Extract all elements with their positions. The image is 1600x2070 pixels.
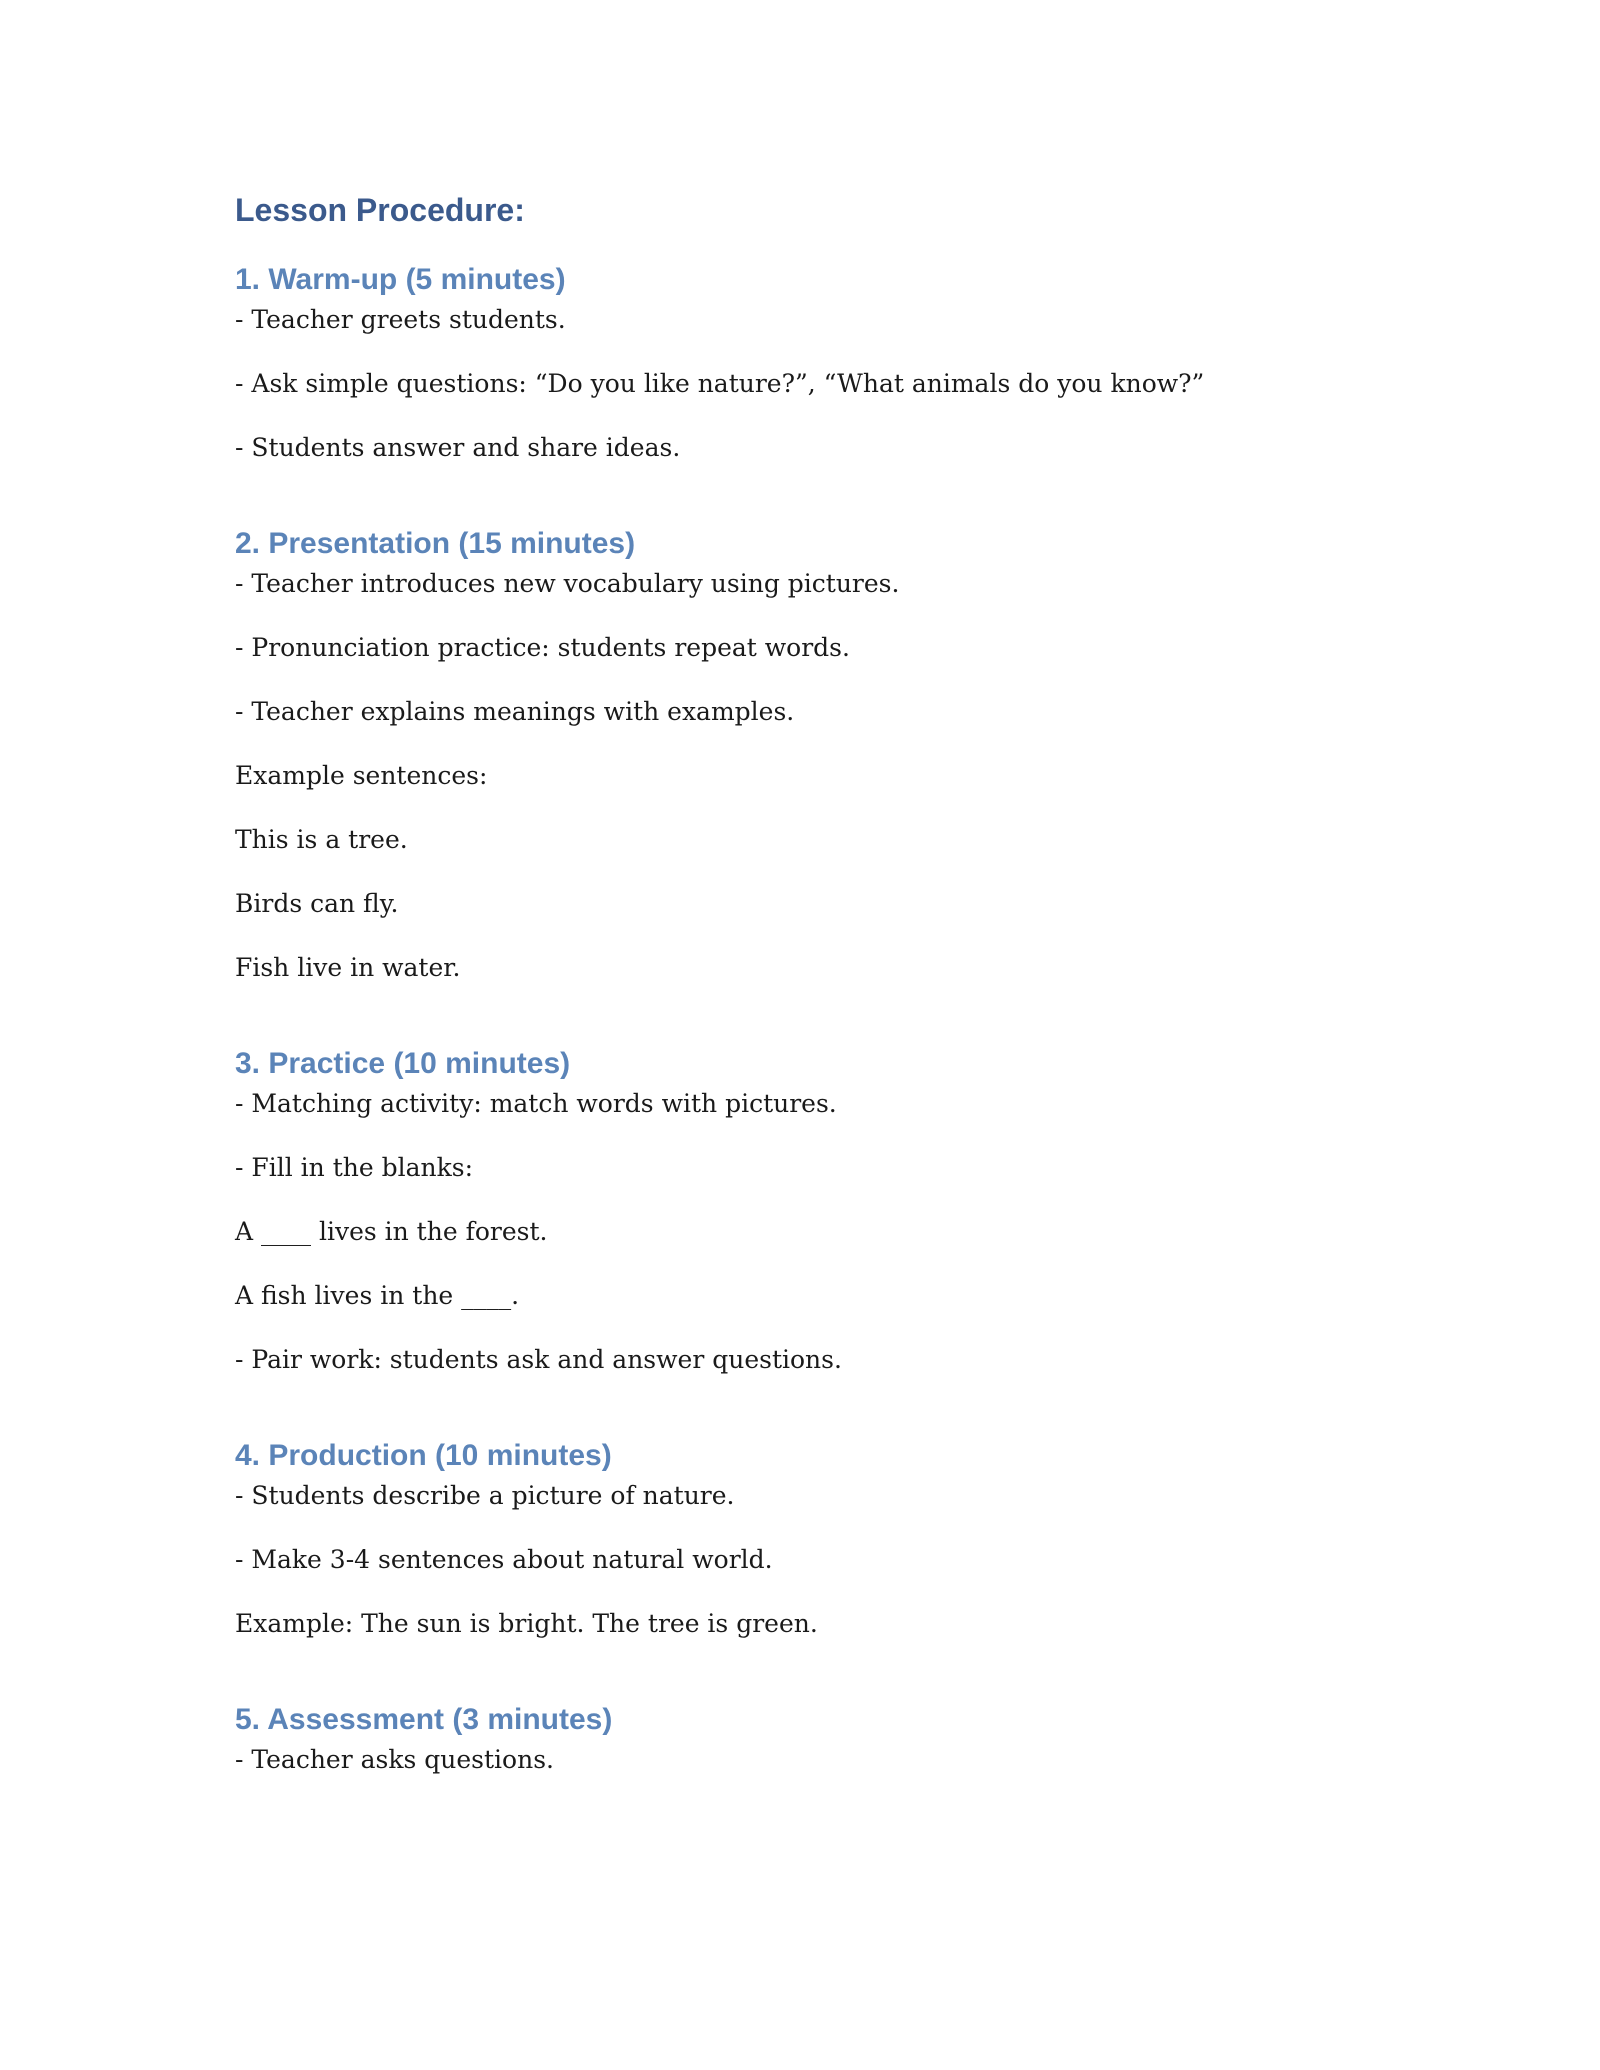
- section-heading: 4. Production (10 minutes): [235, 1439, 612, 1472]
- section-line: Fish live in water.: [235, 953, 461, 982]
- section-heading: 3. Practice (10 minutes): [235, 1047, 571, 1080]
- section-warm-up: [235, 258, 1365, 466]
- section-line: - Matching activity: match words with pictures.: [235, 1089, 837, 1118]
- section-line: - Pair work: students ask and answer questions.: [235, 1345, 842, 1374]
- section-heading: 5. Assessment (3 minutes): [235, 1703, 613, 1736]
- section-production: [235, 1434, 1365, 1642]
- section-line: Example: The sun is bright. The tree is green.: [235, 1609, 818, 1638]
- section-assessment: [235, 1698, 1365, 1778]
- section-line: - Teacher greets students.: [235, 305, 566, 334]
- section-line: Example sentences:: [235, 761, 488, 790]
- section-line: - Make 3-4 sentences about natural world.: [235, 1545, 773, 1574]
- section-heading: 1. Warm-up (5 minutes): [235, 263, 566, 296]
- section-line: - Fill in the blanks:: [235, 1153, 474, 1182]
- section-line: - Teacher explains meanings with examples.: [235, 697, 795, 726]
- section-line: - Students describe a picture of nature.: [235, 1481, 735, 1510]
- section-heading: 2. Presentation (15 minutes): [235, 527, 636, 560]
- section-line: A ____ lives in the forest.: [235, 1217, 548, 1246]
- section-line: - Students answer and share ideas.: [235, 433, 681, 462]
- section-practice: [235, 1042, 1365, 1378]
- section-line: This is a tree.: [235, 825, 408, 854]
- section-line: - Teacher asks questions.: [235, 1745, 554, 1774]
- section-line: Birds can fly.: [235, 889, 399, 918]
- section-line: A fish lives in the ____.: [235, 1281, 520, 1310]
- section-line: - Ask simple questions: “Do you like nature?”, “What animals do you know?”: [235, 369, 1205, 398]
- section-line: - Teacher introduces new vocabulary using pictures.: [235, 569, 900, 598]
- section-presentation: [235, 522, 1365, 986]
- document-content: [235, 186, 1365, 1778]
- document-title: Lesson Procedure:: [235, 192, 525, 228]
- section-line: - Pronunciation practice: students repeat words.: [235, 633, 850, 662]
